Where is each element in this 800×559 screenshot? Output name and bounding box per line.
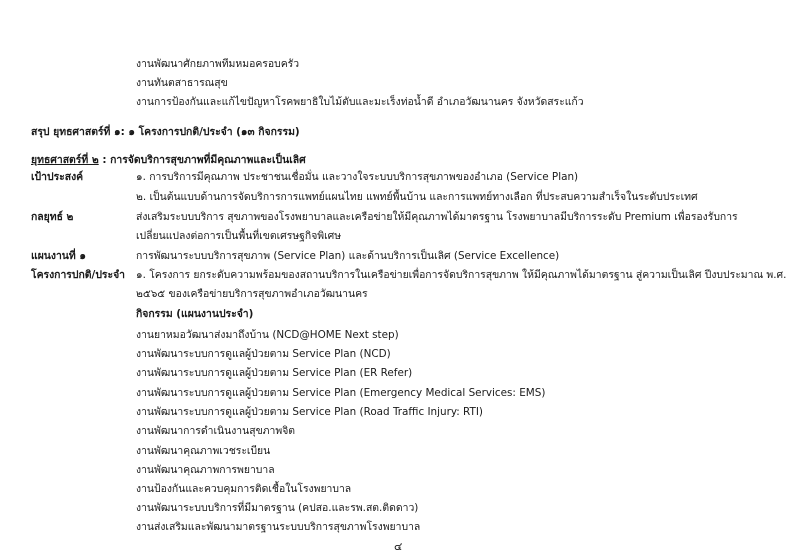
plan-label: แผนงานที่ ๑ xyxy=(31,250,86,262)
tactic-text-line-1: ส่งเสริมระบบบริการ สุขภาพของโรงพยาบาลและเครือข่ายให้มีคุณภาพได้มาตรฐาน โรงพยาบาลมีบริการระดับ Premium เพื่อรองรับการ xyxy=(136,211,738,223)
activity-item: งานพัฒนาการดำเนินงานสุขภาพจิต xyxy=(136,425,296,437)
goal-1: ๑. การบริการมีคุณภาพ ประชาชนเชื่อมั่น และวางใจระบบบริการสุขภาพของอำเภอ (Service Plan) xyxy=(136,171,579,183)
project-label: โครงการปกติ/ประจำ xyxy=(31,269,126,281)
tactic-text-line-2: เปลี่ยนแปลงต่อการเป็นพื้นที่เขตเศรษฐกิจพิเศษ xyxy=(136,230,342,242)
strategy-2-heading xyxy=(31,155,306,165)
activity-item: งานพัฒนาคุณภาพเวชระเบียน xyxy=(136,445,271,457)
tactic-label: กลยุทธ์ ๒ xyxy=(31,211,74,223)
activity-item: งานพัฒนาศักยภาพทีมหมอครอบครัว xyxy=(136,58,300,70)
strategy-2-title: : การจัดบริการสุขภาพที่มีคุณภาพและเป็นเลิศ xyxy=(98,154,306,166)
activity-item: งานพัฒนาระบบการดูแลผู้ป่วยตาม Service Plan (NCD) xyxy=(136,348,391,360)
activities-heading: กิจกรรม (แผนงานประจำ) xyxy=(136,308,254,320)
activity-item: งานการป้องกันและแก้ไขปัญหาโรคพยาธิใบไม้ตับและมะเร็งท่อน้ำดี อำเภอวัฒนานคร จังหวัดสระแก้ว xyxy=(136,96,584,108)
strategy-1-summary: สรุป ยุทธศาสตร์ที่ ๑: ๑ โครงการปกติ/ประจำ (๑๓ กิจกรรม) xyxy=(31,126,300,138)
goal-2: ๒. เป็นต้นแบบด้านการจัดบริการการแพทย์แผนไทย แพทย์พื้นบ้าน และการแพทย์ทางเลือก ที่ประสบความสำเร็จในระดับประเทศ xyxy=(136,191,698,203)
activity-item: งานพัฒนาคุณภาพการพยาบาล xyxy=(136,464,275,476)
activity-item: งานพัฒนาระบบการดูแลผู้ป่วยตาม Service Plan (Road Traffic Injury: RTI) xyxy=(136,406,483,418)
activity-item: งานส่งเสริมและพัฒนามาตรฐานระบบบริการสุขภาพโรงพยาบาล xyxy=(136,521,421,533)
plan-text: การพัฒนาระบบบริการสุขภาพ (Service Plan) และด้านบริการเป็นเลิศ (Service Excellence) xyxy=(136,250,560,262)
activity-item: งานยาหมอวัฒนาส่งมาถึงบ้าน (NCD@HOME Next step) xyxy=(136,329,399,341)
project-text-line-1: ๑. โครงการ ยกระดับความพร้อมของสถานบริการในเครือข่ายเพื่อการจัดบริการสุขภาพ ให้มีคุณภาพได้มาตรฐาน สู่ความเป็นเลิศ ปีงบประมาณ พ.ศ. xyxy=(136,269,787,281)
activity-item: งานพัฒนาระบบบริการที่มีมาตรฐาน (คปสอ.และรพ.สต.ติดดาว) xyxy=(136,502,419,514)
project-text-line-2: ๒๕๖๕ ของเครือข่ายบริการสุขภาพอำเภอวัฒนานคร xyxy=(136,288,368,300)
activity-item: งานป้องกันและควบคุมการติดเชื้อในโรงพยาบาล xyxy=(136,483,352,495)
activity-item: งานพัฒนาระบบการดูแลผู้ป่วยตาม Service Plan (ER Refer) xyxy=(136,367,413,379)
page-number: ๔ xyxy=(394,540,403,553)
activity-item: งานพัฒนาระบบการดูแลผู้ป่วยตาม Service Plan (Emergency Medical Services: EMS) xyxy=(136,387,546,399)
goal-label: เป้าประสงค์ xyxy=(31,171,84,183)
strategy-2-number: ยุทธศาสตร์ที่ ๒ xyxy=(31,154,99,166)
activity-item: งานทันตสาธารณสุข xyxy=(136,77,228,89)
